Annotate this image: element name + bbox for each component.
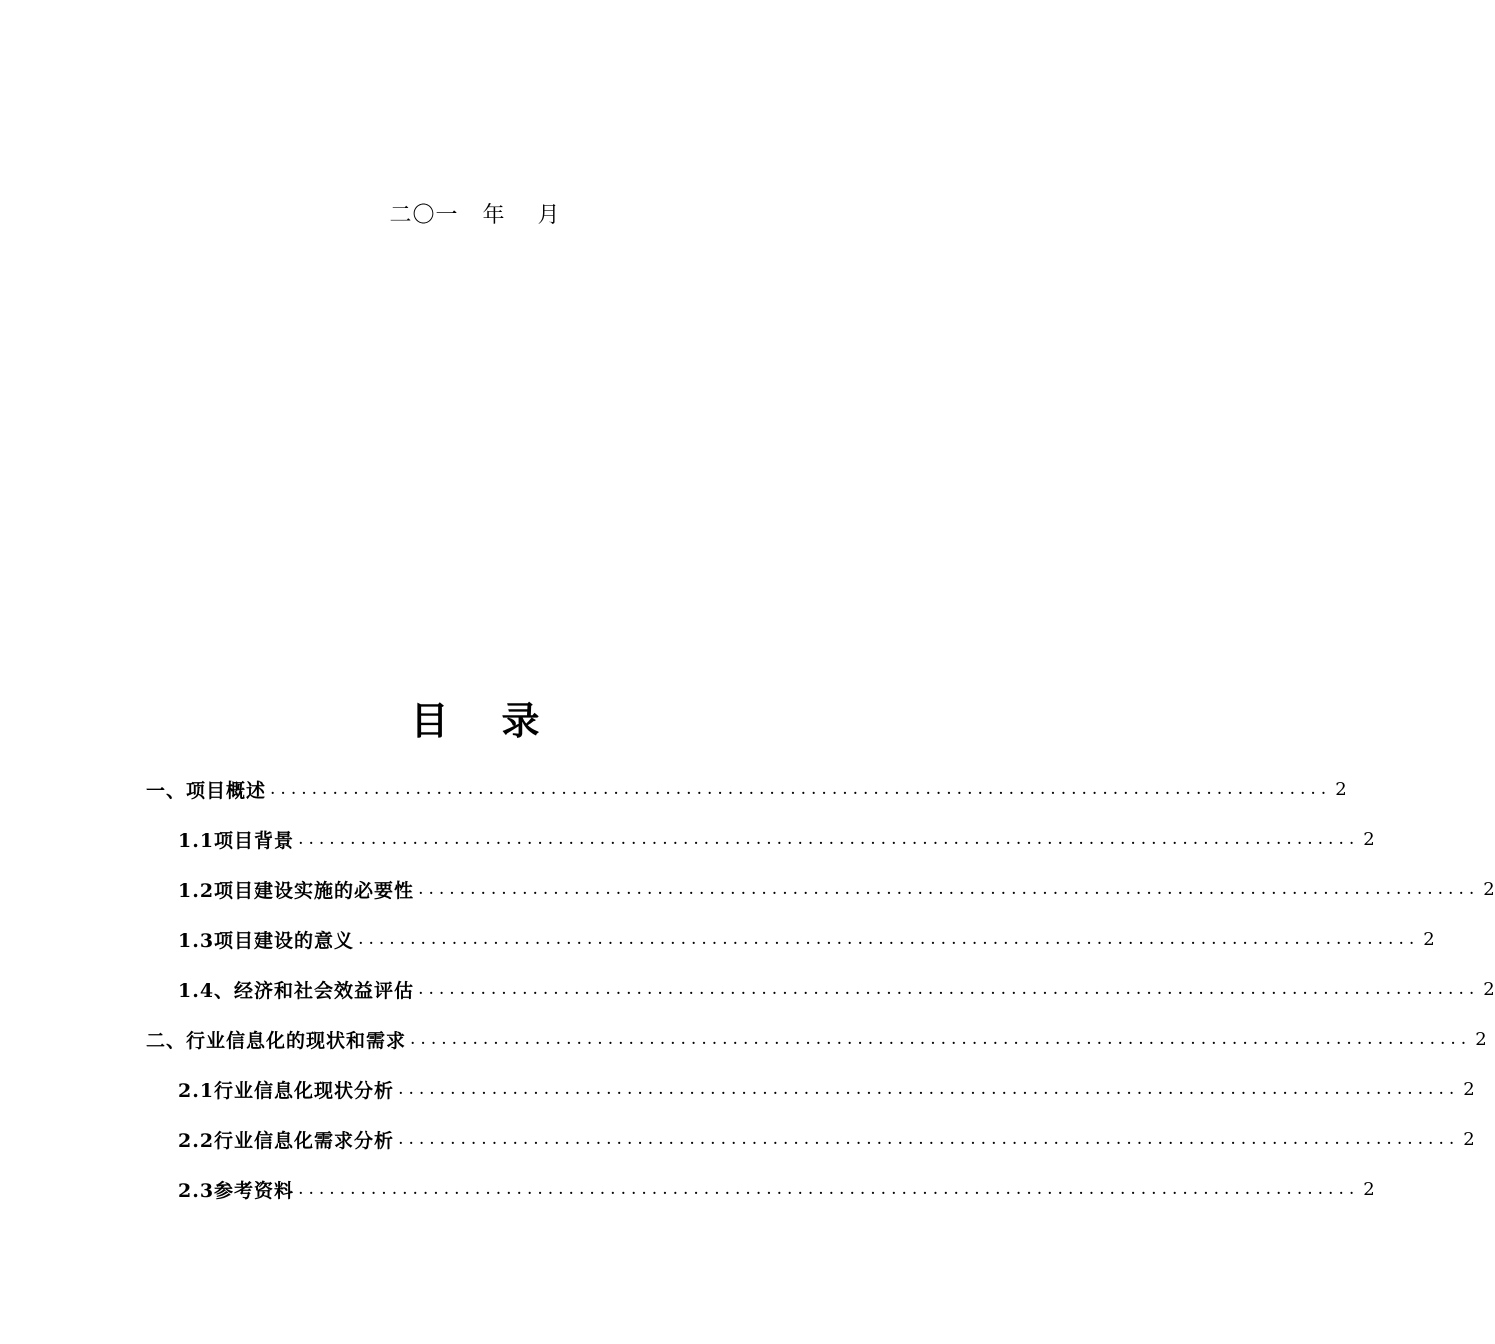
toc-page-number: 2 (1463, 1078, 1475, 1100)
cover-date-line: 二〇一 年 月 (389, 203, 561, 228)
toc-page-number: 2 (1463, 1128, 1475, 1150)
toc-dot-leader: ...................................................................................................... (398, 1129, 1460, 1149)
toc-entry-label: 二、行业信息化的现状和需求 (146, 1029, 407, 1052)
toc-dot-leader: ...................................................................................................... (298, 1179, 1360, 1199)
toc-entry[interactable] (146, 914, 1435, 964)
toc-page-number: 2 (1335, 778, 1347, 800)
toc-entry[interactable] (146, 764, 1347, 814)
toc-entry-label: 1.1项目背景 (178, 829, 295, 852)
toc-entry-label: 1.4、经济和社会效益评估 (178, 979, 415, 1002)
toc-entry[interactable] (146, 864, 1495, 914)
table-of-contents (146, 764, 1495, 1214)
toc-entry[interactable] (146, 1064, 1475, 1114)
toc-dot-leader: ...................................................................................................... (418, 879, 1480, 899)
toc-dot-leader: ...................................................................................................... (270, 779, 1332, 799)
toc-dot-leader: ...................................................................................................... (418, 979, 1480, 999)
toc-page-number: 2 (1423, 928, 1435, 950)
toc-dot-leader: ...................................................................................................... (298, 829, 1360, 849)
toc-entry-label: 2.2行业信息化需求分析 (178, 1129, 395, 1152)
toc-page-number: 2 (1363, 1178, 1375, 1200)
toc-entry-label: 一、项目概述 (146, 779, 267, 802)
toc-dot-leader: ...................................................................................................... (410, 1029, 1472, 1049)
toc-entry[interactable] (146, 1164, 1375, 1214)
toc-page-number: 2 (1483, 878, 1495, 900)
toc-dot-leader: ...................................................................................................... (358, 929, 1420, 949)
toc-dot-leader: ...................................................................................................... (398, 1079, 1460, 1099)
toc-entry-label: 1.3项目建设的意义 (178, 929, 355, 952)
toc-entry[interactable] (146, 814, 1375, 864)
toc-entry-label: 2.3参考资料 (178, 1179, 295, 1202)
toc-entry-label: 2.1行业信息化现状分析 (178, 1079, 395, 1102)
toc-entry[interactable] (146, 1114, 1475, 1164)
toc-entry-label: 1.2项目建设实施的必要性 (178, 879, 415, 902)
toc-title: 目 录 (410, 699, 540, 743)
toc-page-number: 2 (1475, 1028, 1487, 1050)
toc-page-number: 2 (1363, 828, 1375, 850)
toc-entry[interactable] (146, 1014, 1487, 1064)
toc-page-number: 2 (1483, 978, 1495, 1000)
toc-entry[interactable] (146, 964, 1495, 1014)
